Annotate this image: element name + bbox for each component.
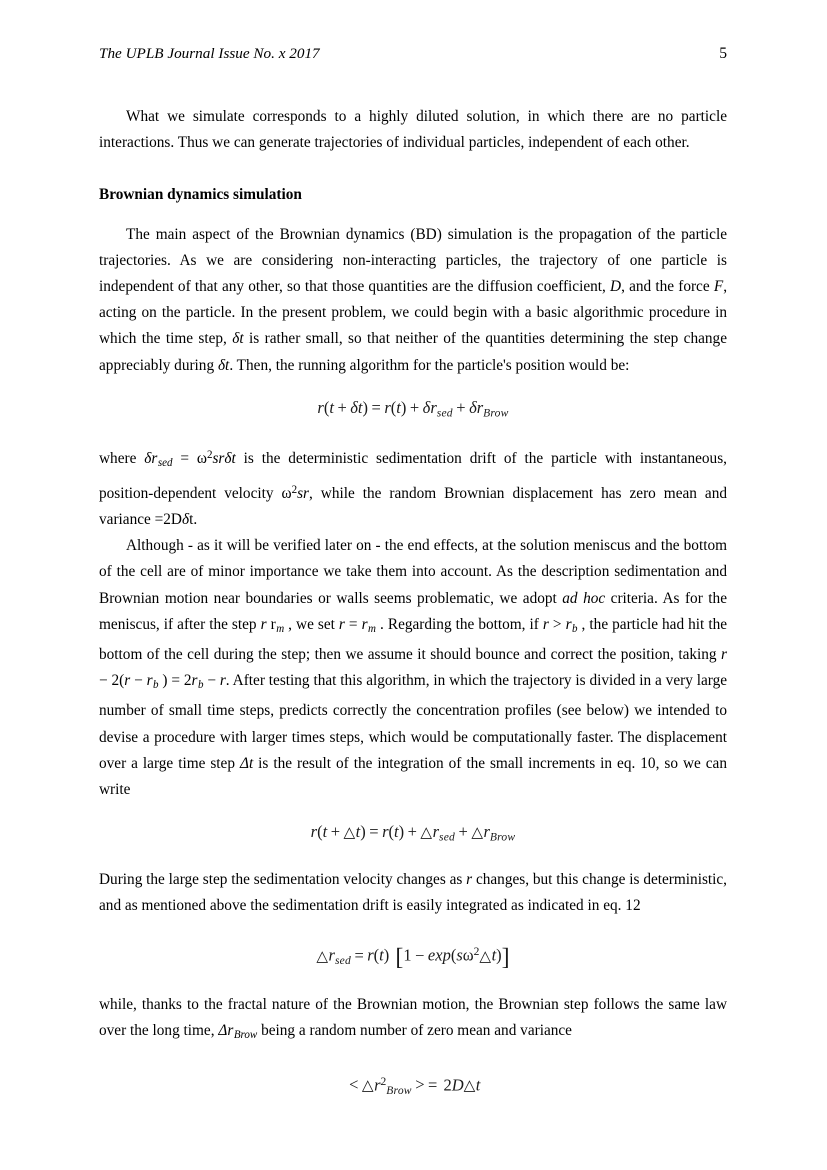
although-text-h: is the result of the integration of the small increments in eq. 10, so we can write	[99, 754, 727, 799]
symbol-r-5: r	[542, 615, 549, 633]
eq1-delta2: δ	[469, 397, 477, 417]
eq4-two: 2	[443, 1075, 452, 1095]
eq3-one: 1	[403, 945, 412, 965]
although-text-a: Although - as it will be verified later on - the end effects, at the solution meniscus and the bottom of the cell are of minor importance we take them into account. As the description sedimentation and Brownian motion near boundaries or walls seems problematic, we adopt	[99, 537, 727, 607]
eq4-t: t	[475, 1075, 481, 1095]
eq4-r1: r	[374, 1075, 381, 1095]
paragraph-bd-main	[99, 222, 727, 379]
although-text-c: , we set	[284, 615, 339, 633]
expr-r-1: r	[721, 645, 727, 663]
eq3-r2: r	[367, 945, 374, 965]
during-text-a: During the large step the sedimentation velocity changes as	[99, 870, 467, 888]
term-ad-hoc: ad hoc	[562, 589, 606, 607]
eq2-triangle-2: △	[420, 824, 433, 842]
eq4-triangle-1: △	[361, 1077, 374, 1095]
symbol-r-during: r	[466, 870, 473, 888]
eq1-sub-brow: Brow	[483, 407, 509, 420]
journal-title: The UPLB Journal Issue No. x 2017	[99, 45, 320, 62]
paragraph-while	[99, 992, 727, 1048]
expr-sub-b-3: b	[197, 679, 204, 692]
eq3-triangle-1: △	[316, 947, 329, 965]
eq3-r1: r	[328, 945, 335, 965]
eq4-sub-brow: Brow	[386, 1084, 412, 1097]
although-equals: =	[344, 615, 362, 633]
eq1-r4: r	[476, 397, 484, 417]
paragraph-intro-text-b: Thus we can generate trajectories of individual particles, independent of each other.	[177, 134, 690, 152]
symbol-delta-t-large: Δt	[239, 754, 254, 772]
eq1-plus2: +	[409, 397, 420, 417]
eq3-exp: exp	[427, 945, 451, 965]
eq2-triangle-3: △	[471, 824, 483, 842]
where-text-c: , while the random Brownian displacement has zero mean and variance =2D	[99, 484, 727, 528]
symbol-delta-t-1: δt	[232, 330, 244, 348]
bd-text-c: , acting on the particle. In the present problem, we could begin with a basic algorithmic procedure in which the time step,	[99, 278, 728, 348]
eq3-t2: t	[491, 945, 497, 965]
eq1-plus1: +	[337, 397, 347, 417]
eq2-rparen: )	[360, 822, 366, 842]
symbol-sub-brow: Brow	[233, 1029, 258, 1042]
symbol-sub-b-1: b	[572, 622, 578, 635]
eq1-delta-t: δt	[350, 397, 363, 417]
eq4-D: D	[451, 1075, 464, 1095]
symbol-sub-sed: sed	[157, 457, 173, 470]
symbol-r-6: r	[565, 615, 572, 633]
bd-text-e: . Then, the running algorithm for the particle's position would be:	[229, 356, 630, 374]
eq4-gt: >	[415, 1075, 425, 1095]
eq4-lt: <	[349, 1075, 359, 1095]
paragraph-during	[99, 867, 727, 919]
symbol-sub-m-2: m	[368, 622, 376, 635]
where-text-a: where	[99, 450, 145, 468]
expr-r-3: r	[146, 672, 153, 690]
eq1-plus3: +	[456, 397, 466, 417]
symbol-omega-2: ω	[281, 484, 292, 502]
running-head	[99, 44, 727, 64]
expr-minus-3: −	[203, 672, 220, 690]
eq1-r2: r	[384, 397, 391, 417]
symbol-r-3: r	[338, 615, 345, 633]
symbol-omega-1: ω	[196, 450, 207, 468]
eq1-lparen: (	[323, 397, 330, 417]
eq3-rparen: )	[383, 945, 390, 965]
expr-r-4: r	[191, 672, 198, 690]
expr-sub-b-2: b	[153, 679, 159, 692]
eq3-sup-2: 2	[473, 946, 480, 959]
eq2-r2: r	[382, 822, 389, 842]
eq3-minus: −	[415, 945, 425, 965]
eq1-rparen: )	[362, 397, 369, 417]
eq2-lparen: (	[317, 822, 323, 842]
symbol-F: F	[713, 278, 724, 296]
eq3-omega: ω	[462, 945, 474, 965]
eq2-plus2: +	[407, 822, 417, 842]
eq3-s: s	[456, 945, 463, 965]
eq4-triangle-2: △	[463, 1077, 476, 1095]
eq3-triangle-2: △	[479, 947, 492, 965]
expr-minus-1: − 2(	[99, 672, 125, 690]
eq2-plus1: +	[330, 822, 340, 842]
during-text-b: changes, but this change is deterministic, and as mentioned above the sedimentation drift is easily integrated as indicated in eq. 12	[99, 870, 728, 914]
eq3-rbracket: ]	[501, 944, 510, 971]
eq2-sub-sed: sed	[439, 831, 455, 844]
eq1-rparen2: )	[400, 397, 407, 417]
although-text-e: . Regarding the bottom, if	[375, 615, 543, 633]
although-text-g: . After testing that this algorithm, in which the trajectory is divided in a very large number of small time steps, predicts correctly the concentration profiles (see below) we intended to devise a procedure with larger times steps, which would be computationally faster. The displacement over a large time step	[99, 672, 728, 772]
symbol-srdt: srδt	[212, 450, 236, 468]
although-text-b: criteria. As for the meniscus, if after the step	[99, 589, 727, 633]
eq2-r1: r	[310, 822, 318, 842]
eq3-equals: =	[354, 945, 364, 965]
eq3-t1: t	[379, 945, 384, 965]
eq2-r3: r	[432, 822, 439, 842]
bd-text-a: The main aspect of the Brownian dynamics (BD) simulation is the propagation of the particle trajectories. As we are considering non-interacting particles, the trajectory of one particle is independent of that any other, so that those quantities are the diffusion coefficient,	[99, 225, 727, 296]
paragraph-where	[99, 442, 727, 533]
equation-1	[99, 393, 727, 428]
paragraph-intro-text-a: What we simulate corresponds to a highly diluted solution, in which there are no particle interactions.	[99, 108, 727, 152]
symbol-r-2: r	[266, 615, 276, 633]
where-equals: =	[172, 450, 197, 468]
eq1-t2: t	[396, 397, 401, 417]
although-text-f: , the particle had hit the bottom of the cell during the step; then we assume it should bounce and correct the position, taking	[99, 615, 728, 663]
eq3-lparen: (	[373, 945, 380, 965]
expr-equals: ) = 2	[158, 672, 192, 690]
equation-3	[99, 937, 727, 976]
symbol-delta-r: δr	[144, 450, 158, 468]
symbol-delta-variance: δ	[181, 510, 190, 528]
eq2-sub-brow: Brow	[489, 831, 516, 844]
eq2-equals: =	[369, 822, 379, 842]
eq1-sub-sed: sed	[436, 407, 453, 420]
symbol-r-1: r	[260, 615, 267, 633]
paragraph-although	[99, 533, 727, 803]
eq3-lparen2: (	[450, 945, 457, 965]
page-content	[99, 44, 727, 1120]
eq2-r4: r	[483, 822, 490, 842]
symbol-r-4: r	[361, 615, 368, 633]
eq1-t1: t	[329, 397, 334, 417]
where-text-b: is the deterministic sedimentation drift of the particle with instantaneous, position-dependent velocity	[99, 450, 727, 502]
eq2-triangle-1: △	[343, 824, 356, 842]
symbol-sr: sr	[297, 484, 309, 502]
eq1-r1: r	[317, 397, 324, 417]
symbol-sub-m-1: m	[276, 622, 285, 635]
while-text-a: while, thanks to the fractal nature of the Brownian motion, the Brownian step follows the same law over the long time,	[99, 996, 727, 1040]
eq1-delta1: δ	[422, 397, 431, 417]
bd-text-b: , and the force	[621, 278, 714, 296]
page-number: 5	[719, 45, 727, 62]
symbol-delta-t-2: δt	[217, 356, 230, 374]
eq2-rparen2: )	[398, 822, 405, 842]
eq2-t2: t	[355, 822, 361, 842]
although-gt: >	[548, 615, 566, 633]
eq2-t1: t	[322, 822, 328, 842]
eq4-equals: =	[428, 1075, 438, 1095]
symbol-D: D	[610, 278, 622, 296]
eq1-lparen2: (	[390, 397, 397, 417]
eq1-r3: r	[430, 397, 437, 417]
expr-r-2: r	[124, 672, 131, 690]
equation-2	[99, 817, 727, 852]
paragraph-intro	[99, 104, 727, 156]
eq1-equals: =	[371, 397, 381, 417]
eq4-sup-2: 2	[380, 1075, 387, 1088]
symbol-delta-r-brow: Δr	[218, 1022, 234, 1040]
eq3-sub-sed: sed	[334, 955, 351, 968]
expr-minus-2: −	[130, 672, 147, 690]
symbol-sup-2a: 2	[206, 449, 213, 462]
bd-text-d: is rather small, so that neither of the quantities determining the step change appreciably during	[99, 330, 727, 374]
eq3-lbracket: [	[395, 944, 404, 971]
expr-r-5: r	[219, 672, 226, 690]
while-text-b: being a random number of zero mean and variance	[257, 1022, 572, 1040]
symbol-sup-2b: 2	[291, 483, 298, 496]
eq2-plus3: +	[458, 822, 468, 842]
section-heading: Brownian dynamics simulation	[99, 186, 302, 204]
where-text-d: t.	[189, 510, 198, 528]
equation-4	[99, 1067, 727, 1106]
eq2-t3: t	[394, 822, 399, 842]
eq3-rparen2: )	[496, 945, 502, 965]
eq2-lparen2: (	[388, 822, 394, 842]
